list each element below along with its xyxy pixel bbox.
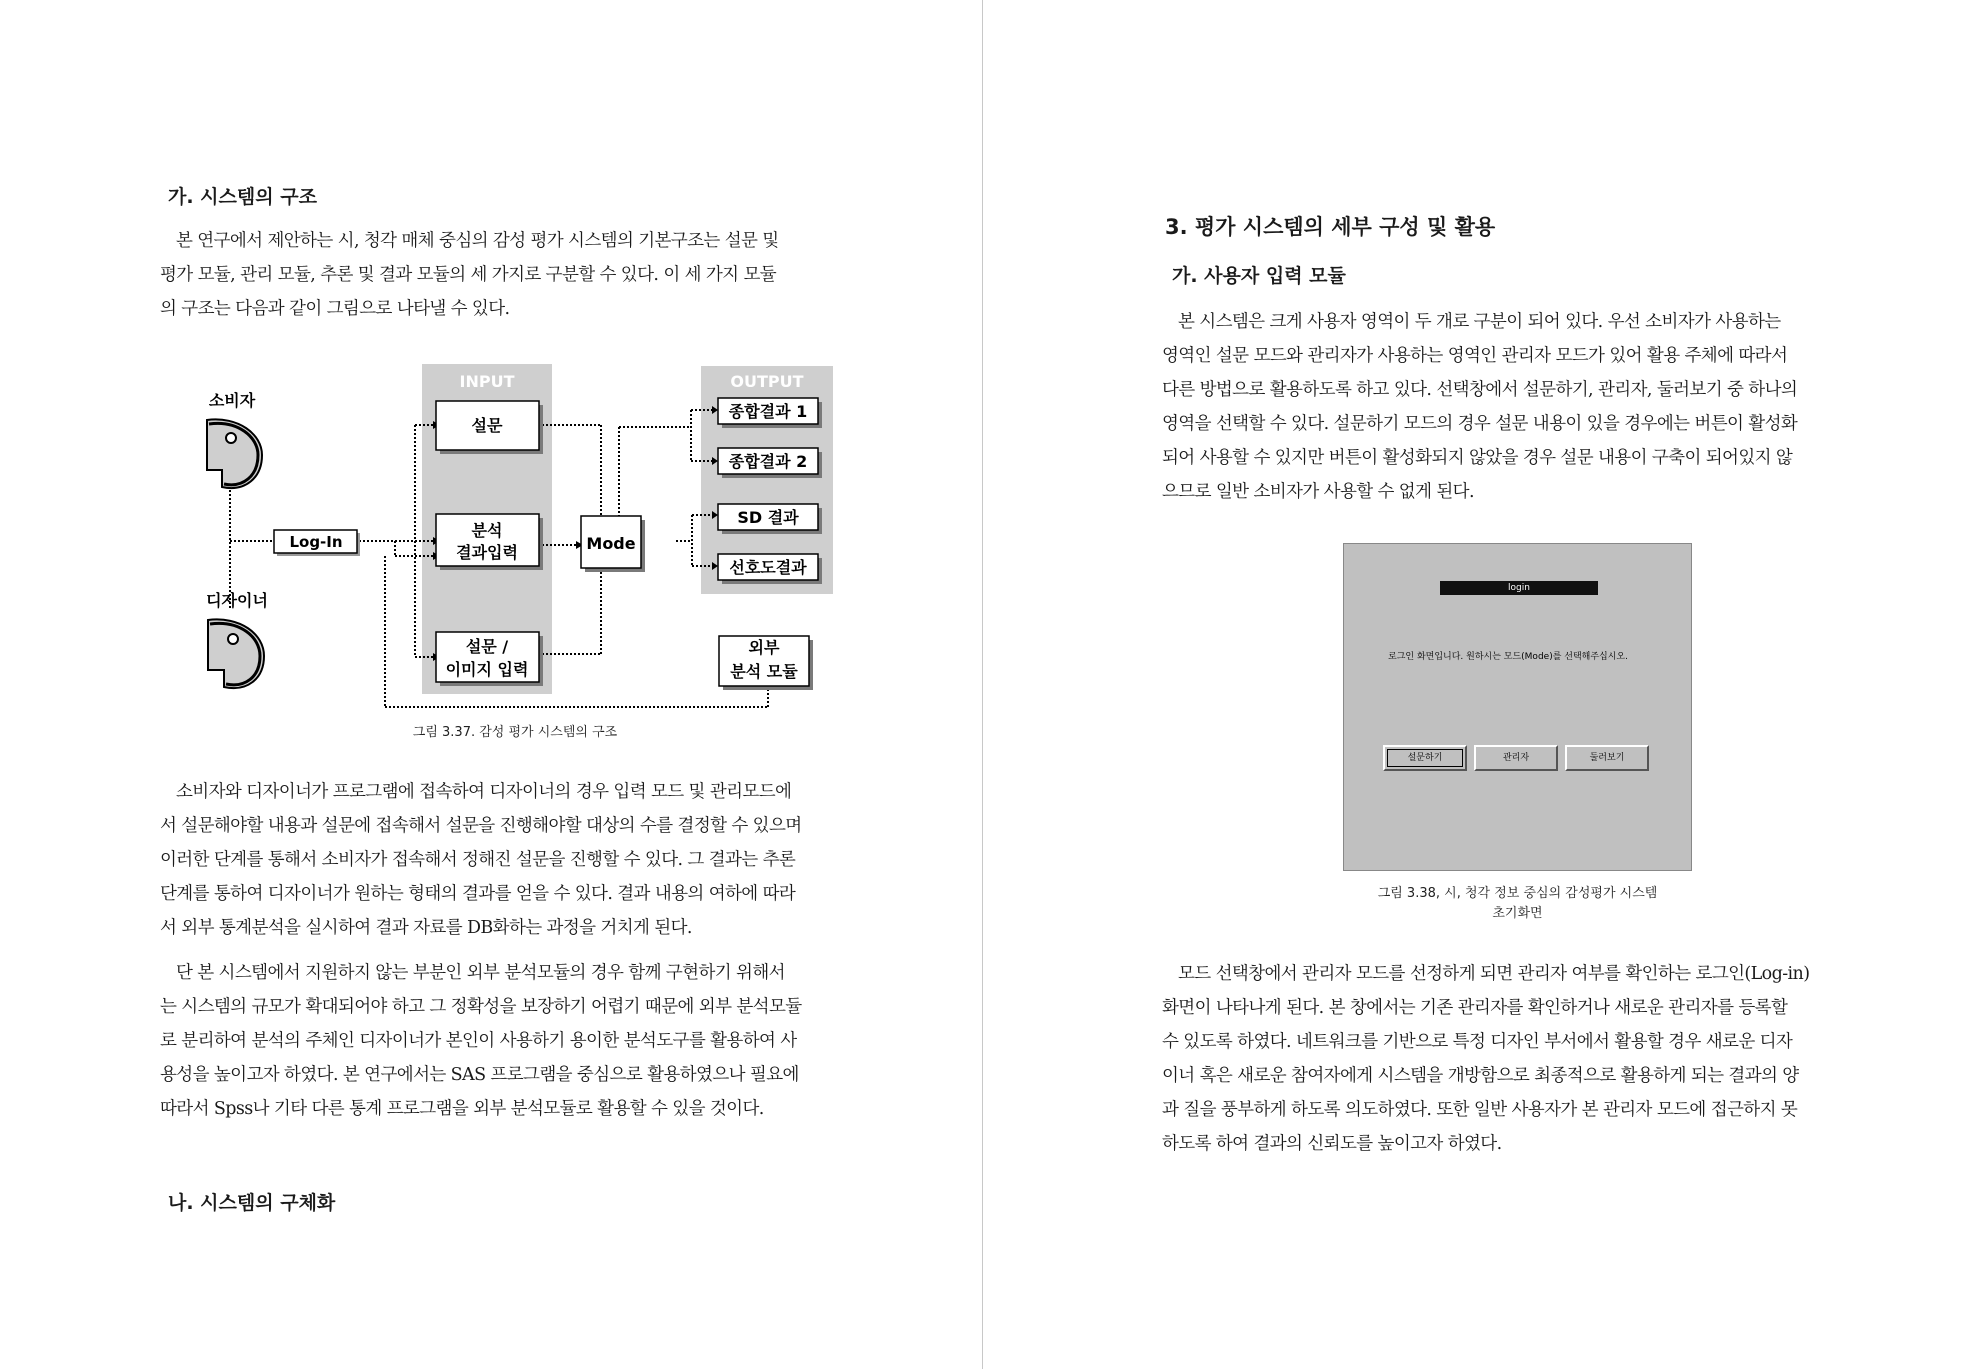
section-heading-implementation: 나. 시스템의 구체화 [168,1192,336,1214]
text-line: 서 외부 통계분석을 실시하여 결과 자료를 DB화하는 과정을 거치게 된다. [160,918,692,938]
text-line: 용성을 높이고자 하였다. 본 연구에서는 SAS 프로그램을 중심으로 활용하였으나 필요에 [160,1065,799,1085]
sd-result-label: SD 결과 [737,508,799,527]
caption-line: 초기화면 [1492,906,1543,921]
mode-box-label: Mode [586,534,636,553]
login-box-label: Log-In [289,533,343,551]
caption-line: 그림 3.37. 감성 평가 시스템의 구조 [412,725,618,740]
text-line: 모드 선택창에서 관리자 모드를 선정하게 되면 관리자 여부를 확인하는 로그인(Log-in) [1178,964,1810,984]
result1-box [718,398,822,428]
text-line: 본 시스템은 크게 사용자 영역이 두 개로 구분이 되어 있다. 우선 소비자가 사용하는 [1178,312,1781,332]
preference-result-box [718,554,822,584]
paragraph-admin-login [1162,957,1809,1161]
text-line: 본 연구에서 제안하는 시, 청각 매체 중심의 감성 평가 시스템의 기본구조는 설문 및 [176,231,779,251]
chapter-heading: 3. 평가 시스템의 세부 구성 및 활용 [1165,215,1496,239]
caption-line: 그림 3.38, 시, 청각 정보 중심의 감성평가 시스템 [1377,886,1658,901]
external-module-line2: 분석 모듈 [730,662,798,681]
designer-label: 디자이너 [206,591,268,610]
analysis-input-box [436,514,543,570]
text-line: 화면이 나타나게 된다. 본 창에서는 기존 관리자를 확인하거나 새로운 관리자를 등록할 [1162,998,1788,1018]
analysis-line1: 분석 [471,521,503,540]
section-heading-structure: 가. 시스템의 구조 [168,186,317,208]
designer-icon [208,619,264,688]
text-line: 소비자와 디자이너가 프로그램에 접속하여 디자이너의 경우 입력 모드 및 관리모드에 [176,782,792,802]
external-module-box [719,636,813,690]
text-line: 으므로 일반 소비자가 사용할 수 없게 된다. [1162,482,1474,502]
text-line: 되어 사용할 수 있지만 버튼이 활성화되지 않았을 경우 설문 내용이 구축이 되어있지 않 [1162,448,1793,468]
survey-button[interactable]: 설문하기 [1383,745,1467,771]
text-line: 평가 모듈, 관리 모듈, 추론 및 결과 모듈의 세 가지로 구분할 수 있다. 이 세 가지 모듈 [160,265,777,285]
text-line: 는 시스템의 규모가 확대되어야 하고 그 정확성을 보장하기 어렵기 때문에 외부 분석모듈 [160,997,802,1017]
paragraph-external-module [160,956,802,1126]
image-input-line1: 설문 / [465,637,509,656]
section-heading-user-input: 가. 사용자 입력 모듈 [1172,265,1346,287]
sd-result-box [718,504,822,534]
login-window-title: login [1440,581,1598,595]
login-window-screenshot [1343,543,1692,871]
admin-button[interactable]: 관리자 [1474,745,1558,771]
output-title: OUTPUT [730,372,804,391]
text-line: 서 설문해야할 내용과 설문에 접속해서 설문을 진행해야할 대상의 수를 결정할 수 있으며 [160,816,802,836]
text-line: 의 구조는 다음과 같이 그림으로 나타낼 수 있다. [160,299,510,319]
text-line: 단 본 시스템에서 지원하지 않는 부분인 외부 분석모듈의 경우 함께 구현하기 위해서 [176,963,785,983]
survey-box [436,401,543,454]
result2-box [718,448,822,478]
paragraph-user-areas [1162,305,1797,509]
result1-label: 종합결과 1 [728,402,808,421]
paragraph-process [160,775,802,945]
mode-box [581,516,645,572]
login-box [274,530,360,556]
text-line: 이너 혹은 새로운 참여자에게 시스템을 개방함으로 최종적으로 활용하게 되는 결과의 양 [1162,1066,1799,1086]
input-title: INPUT [459,372,515,391]
text-line: 다른 방법으로 활용하도록 하고 있다. 선택창에서 설문하기, 관리자, 둘러보기 중 하나의 [1162,380,1798,400]
result2-label: 종합결과 2 [728,452,808,471]
text-line: 로 분리하여 분석의 주체인 디자이너가 본인이 사용하기 용이한 분석도구를 활용하여 사 [160,1031,797,1051]
login-window-message: 로그인 화면입니다. 원하시는 모드(Mode)를 선택해주십시오. [1388,652,1628,662]
image-input-line2: 이미지 입력 [445,660,529,679]
external-module-line1: 외부 [748,638,780,657]
figure-caption-338 [1330,884,1705,924]
analysis-line2: 결과입력 [456,543,518,562]
consumer-icon [207,419,262,488]
figure-caption-337 [360,723,670,743]
text-line: 하도록 하여 결과의 신뢰도를 높이고자 하였다. [1162,1134,1502,1154]
browse-button[interactable]: 둘러보기 [1565,745,1649,771]
preference-result-label: 선호도결과 [729,558,807,577]
text-line: 영역을 선택할 수 있다. 설문하기 모드의 경우 설문 내용이 있을 경우에는 버튼이 활성화 [1162,414,1798,434]
text-line: 과 질을 풍부하게 하도록 의도하였다. 또한 일반 사용자가 본 관리자 모드에 접근하지 못 [1162,1100,1798,1120]
consumer-label: 소비자 [208,391,256,410]
text-line: 영역인 설문 모드와 관리자가 사용하는 영역인 관리자 모드가 있어 활용 주체에 따라서 [1162,346,1788,366]
text-line: 수 있도록 하였다. 네트워크를 기반으로 특정 디자인 부서에서 활용할 경우 새로운 디자 [1162,1032,1793,1052]
text-line: 이러한 단계를 통해서 소비자가 접속해서 정해진 설문을 진행할 수 있다. 그 결과는 추론 [160,850,796,870]
text-line: 따라서 Spss나 기타 다른 통계 프로그램을 외부 분석모듈로 활용할 수 있을 것이다. [160,1099,764,1119]
image-input-box [436,632,543,686]
system-structure-diagram [0,0,982,760]
text-line: 단계를 통하여 디자이너가 원하는 형태의 결과를 얻을 수 있다. 결과 내용의 여하에 따라 [160,884,796,904]
survey-box-label: 설문 [471,416,503,435]
